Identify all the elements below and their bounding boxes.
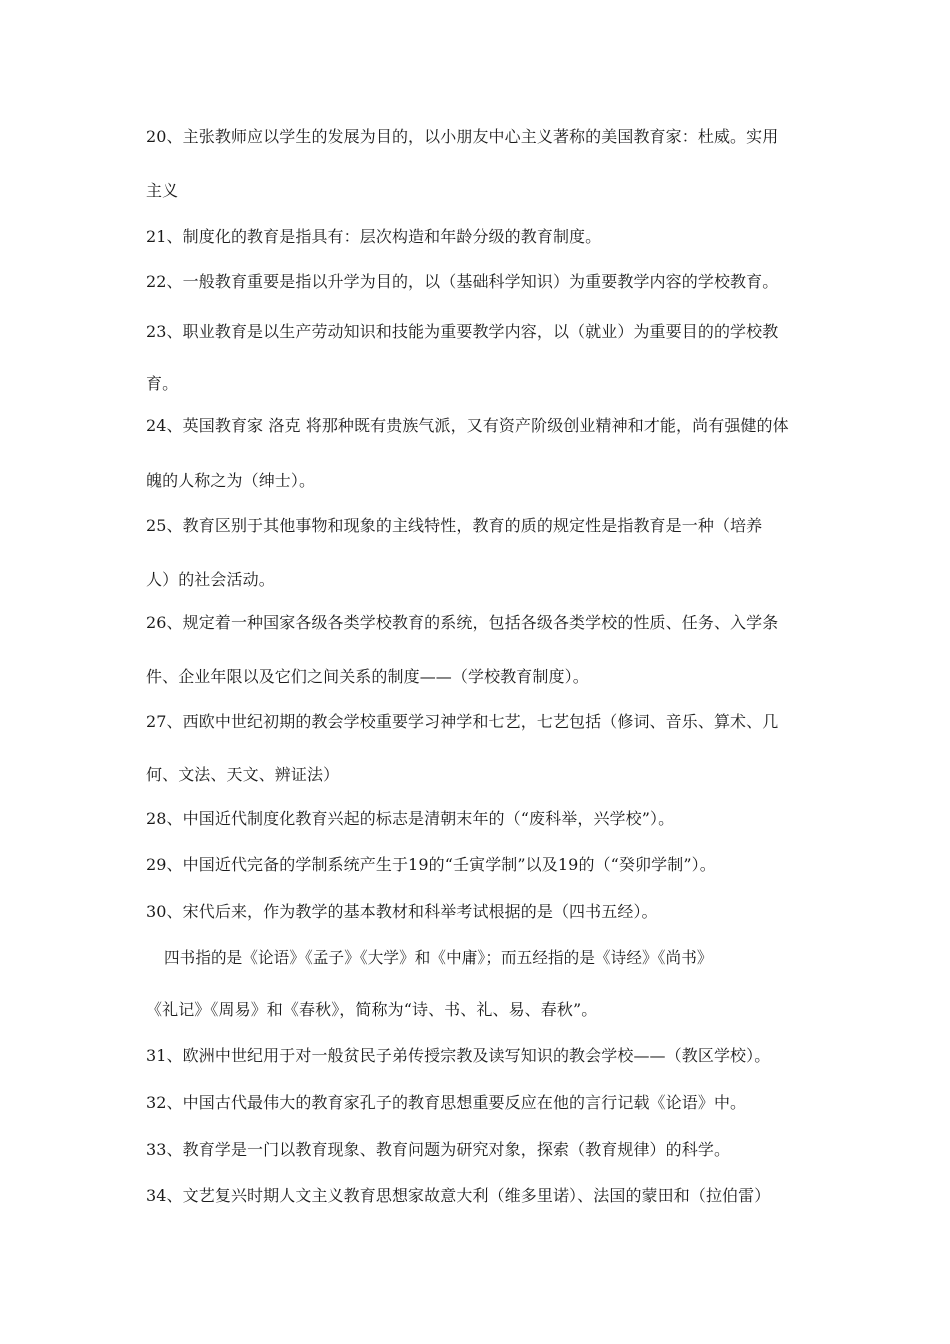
text-line-31: 31、欧洲中世纪用于对一般贫民子弟传授宗教及读写知识的教会学校——（教区学校）。 (146, 1046, 771, 1065)
text-line-27: 27、西欧中世纪初期的教会学校重要学习神学和七艺，七艺包括（修词、音乐、算术、几 (146, 712, 779, 731)
text-line-22: 22、一般教育重要是指以升学为目的，以（基础科学知识）为重要教学内容的学校教育。 (146, 272, 779, 291)
text-line-24-cont: 魄的人称之为（绅士）。 (146, 471, 316, 490)
text-line-33: 33、教育学是一门以教育现象、教育问题为研究对象，探索（教育规律）的科学。 (146, 1140, 731, 1159)
text-line-23: 23、职业教育是以生产劳动知识和技能为重要教学内容，以（就业）为重要目的的学校教 (146, 322, 779, 341)
text-line-30-note-cont: 《礼记》《周易》和《春秋》，简称为“诗、书、礼、易、春秋”。 (146, 1000, 598, 1019)
text-line-26: 26、规定着一种国家各级各类学校教育的系统，包括各级各类学校的性质、任务、入学条 (146, 613, 779, 632)
text-line-20-cont: 主义 (146, 181, 179, 200)
text-line-28: 28、中国近代制度化教育兴起的标志是清朝末年的（“废科举，兴学校”）。 (146, 809, 675, 828)
text-line-29: 29、中国近代完备的学制系统产生于19的“壬寅学制”以及19的（“癸卯学制”）。 (146, 855, 716, 874)
text-line-34: 34、文艺复兴时期人文主义教育思想家故意大利（维多里诺）、法国的蒙田和（拉伯雷） (146, 1186, 771, 1205)
text-line-27-cont: 何、文法、天文、辨证法） (146, 765, 340, 784)
text-line-20: 20、主张教师应以学生的发展为目的，以小朋友中心主义著称的美国教育家：杜威。实用 (146, 127, 779, 146)
text-line-25: 25、教育区别于其他事物和现象的主线特性，教育的质的规定性是指教育是一种（培养 (146, 516, 763, 535)
text-line-24: 24、英国教育家 洛克 将那种既有贵族气派，又有资产阶级创业精神和才能，尚有强健的体 (146, 416, 789, 435)
text-line-26-cont: 件、企业年限以及它们之间关系的制度——（学校教育制度）。 (146, 667, 589, 686)
text-line-25-cont: 人）的社会活动。 (146, 570, 275, 589)
text-line-30-note: 四书指的是《论语》《孟子》《大学》和《中庸》；而五经指的是《诗经》《尚书》 (164, 948, 713, 967)
text-line-23-cont: 育。 (146, 374, 179, 393)
text-line-30: 30、宋代后来，作为教学的基本教材和科举考试根据的是（四书五经）。 (146, 902, 658, 921)
text-line-32: 32、中国古代最伟大的教育家孔子的教育思想重要反应在他的言行记载《论语》中。 (146, 1093, 747, 1112)
text-line-21: 21、制度化的教育是指具有：层次构造和年龄分级的教育制度。 (146, 227, 602, 246)
